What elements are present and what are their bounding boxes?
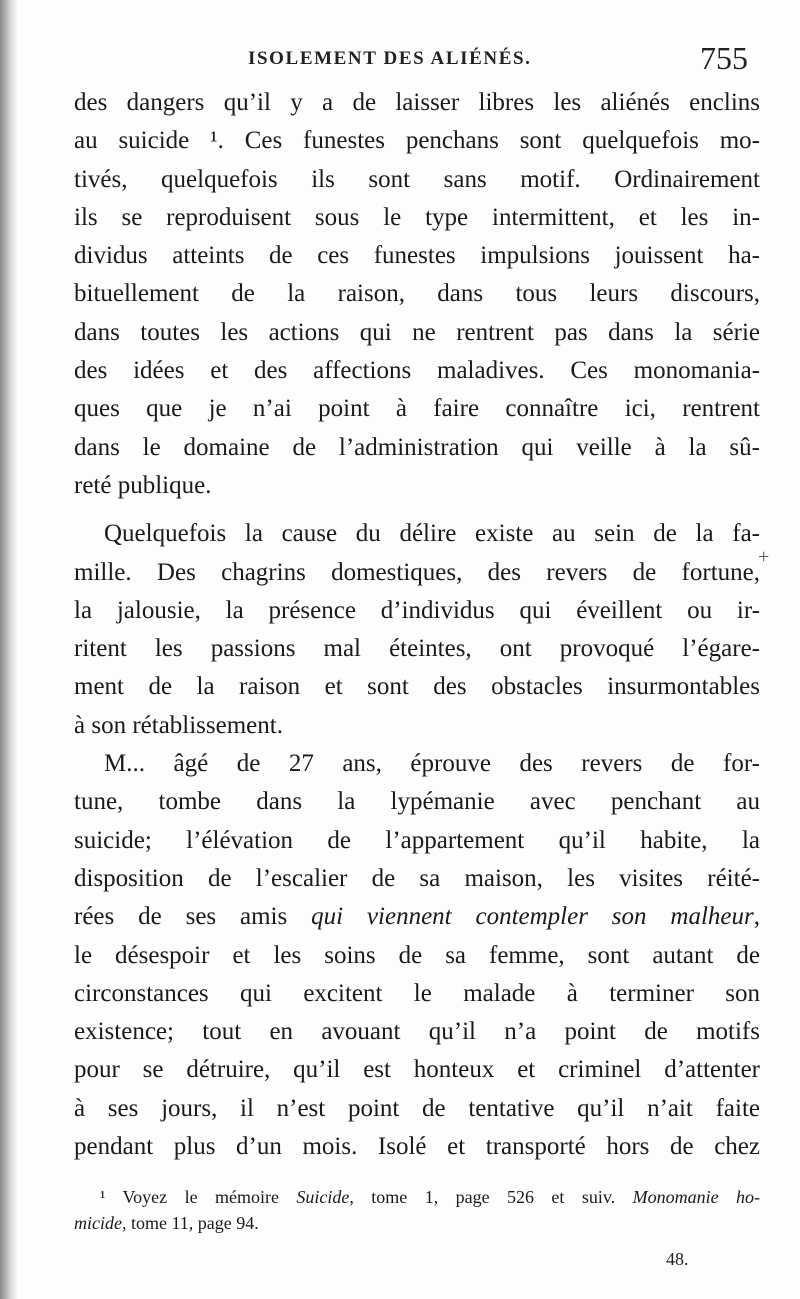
text-line: la jalousie, la présence d’individus qui éveillent ou ir-: [74, 596, 760, 624]
binding-shadow: [0, 0, 18, 1299]
text-line: ques que je n’ai point à faire connaître ici, rentrent: [74, 395, 760, 423]
text-line: Quelquefois la cause du délire existe au sein de la fa-: [104, 520, 760, 548]
text-line: existence; tout en avouant qu’il n’a point de motifs: [74, 1018, 760, 1046]
footnote-line: [74, 1210, 760, 1236]
text-line: des dangers qu’il y a de laisser libres les aliénés enclins: [74, 89, 760, 116]
text-line: disposition de l’escalier de sa maison, les visites réité-: [74, 864, 760, 892]
text-line: dividus atteints de ces funestes impulsions jouissent ha-: [74, 242, 760, 270]
text-line: le désespoir et les soins de sa femme, sont autant de: [74, 941, 760, 969]
text-line: ils se reproduisent sous le type intermittent, et les in-: [74, 203, 760, 231]
text-line: au suicide ¹. Ces funestes penchans sont quelquefois mo-: [74, 127, 760, 155]
signature-mark: 48.: [666, 1249, 689, 1269]
italic-quote: qui viennent contempler son malheur: [311, 903, 754, 931]
footnote-line: [74, 1184, 760, 1210]
margin-mark: +: [758, 546, 770, 568]
body-text: [74, 84, 760, 1166]
text-line-with-italic: [74, 898, 760, 936]
text-line: dans le domaine de l’administration qui veille à la sû-: [74, 433, 760, 461]
text-line: reté publique.: [74, 471, 212, 499]
text-line: à son rétablissement.: [74, 711, 283, 739]
text-line: ritent les passions mal éteintes, ont provoqué l’égare-: [74, 635, 760, 663]
text-line: dans toutes les actions qui ne rentrent pas dans la série: [74, 318, 760, 346]
text-line: ment de la raison et sont des obstacles insurmontables: [74, 673, 760, 701]
footnote-text: , tome 11, page 94.: [121, 1213, 259, 1233]
text-segment: rées de ses amis: [74, 903, 312, 931]
footnote-italic: Monomanie ho-: [632, 1187, 760, 1207]
text-line: tivés, quelquefois ils sont sans motif. Ordinairement: [74, 165, 760, 193]
text-line: tune, tombe dans la lypémanie avec penchant au: [74, 788, 760, 816]
text-line: des idées et des affections maladives. Ces monomania-: [74, 357, 760, 385]
footnotes: [74, 1184, 760, 1236]
text-line: pour se détruire, qu’il est honteux et criminel d’attenter: [74, 1056, 760, 1084]
text-line: M... âgé de 27 ans, éprouve des revers de for-: [104, 750, 760, 778]
page-header: [0, 40, 800, 80]
running-title: ISOLEMENT DES ALIÉNÉS.: [248, 48, 532, 69]
footnote-text: ¹ Voyez le mémoire: [100, 1187, 297, 1207]
text-line: pendant plus d’un mois. Isolé et transporté hors de chez: [74, 1133, 760, 1161]
footnote-italic: micide: [74, 1213, 122, 1233]
text-line: bituellement de la raison, dans tous leurs discours,: [74, 280, 760, 308]
text-line: mille. Des chagrins domestiques, des revers de fortune,: [74, 558, 760, 586]
footnote-text: , tome 1, page 526 et suiv.: [349, 1187, 633, 1207]
text-line: à ses jours, il n’est point de tentative qu’il n’ait faite: [74, 1094, 760, 1122]
page-number: 755: [700, 40, 748, 76]
text-line: suicide; l’élévation de l’appartement qu’il habite, la: [74, 826, 760, 854]
text-segment: ,: [753, 903, 760, 931]
footnote-italic: Suicide: [296, 1187, 350, 1207]
text-line: circonstances qui excitent le malade à terminer son: [74, 979, 760, 1007]
